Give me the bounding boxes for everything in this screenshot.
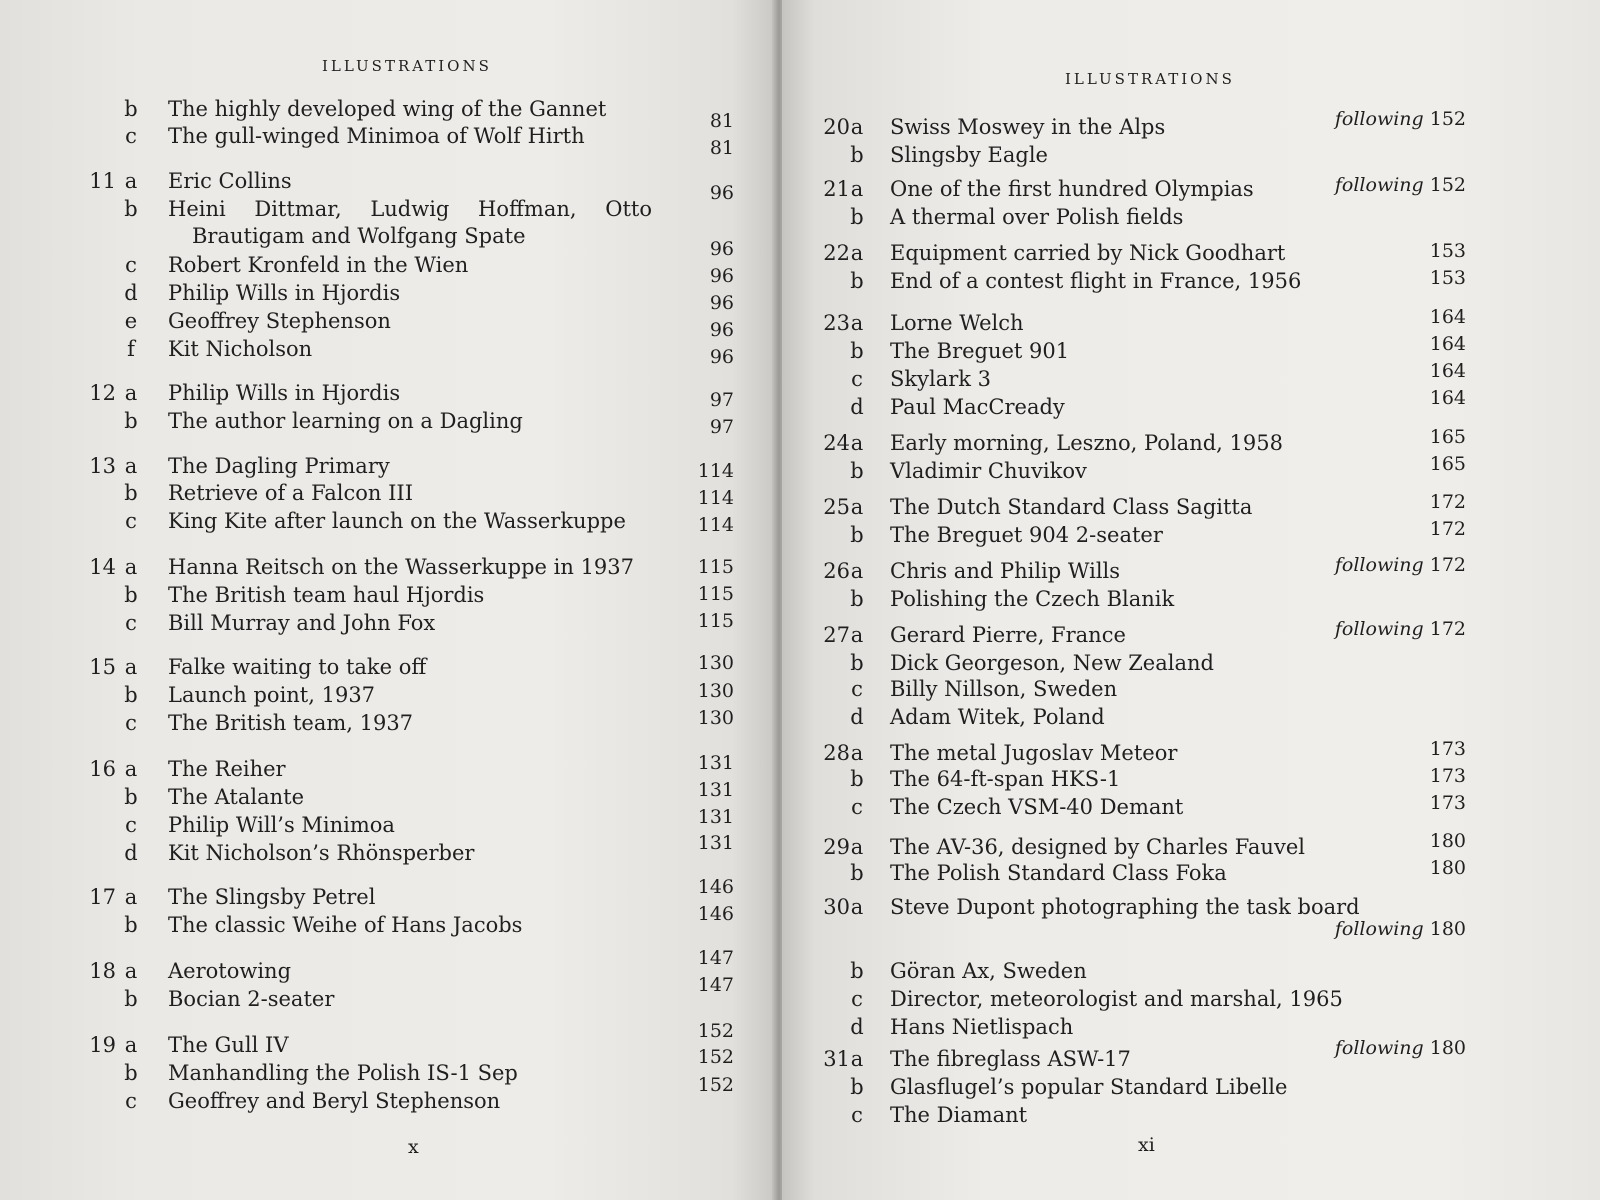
plate-number: 31	[823, 1047, 850, 1071]
page-reference	[1236, 792, 1466, 814]
plate-letter: d	[850, 395, 864, 419]
plate-caption: The British team, 1937	[168, 711, 414, 735]
page-number-ref: 147	[697, 947, 734, 969]
page-number-ref: 96	[709, 346, 734, 368]
plate-letter: b	[850, 339, 864, 363]
plate-letter: a	[850, 835, 864, 859]
page-number-ref: 114	[697, 460, 734, 482]
page-number-ref: 96	[709, 265, 734, 287]
right-page-number: xi	[1138, 1134, 1155, 1156]
page-number-ref: 165	[1429, 426, 1466, 448]
plate-letter: b	[850, 459, 864, 483]
plate-caption: The Slingsby Petrel	[168, 885, 376, 909]
page-reference	[1236, 426, 1466, 448]
page-number-ref: 114	[697, 514, 734, 536]
right-page	[782, 0, 1600, 1200]
page-reference	[1236, 830, 1466, 852]
plate-number: 30	[823, 895, 850, 919]
plate-caption: The highly developed wing of the Gannet	[168, 97, 607, 121]
plate-caption: Vladimir Chuvikov	[890, 459, 1087, 483]
following-label: following	[1334, 918, 1424, 940]
plate-caption: Billy Nillson, Sweden	[890, 677, 1118, 701]
page-number-ref: 115	[697, 583, 734, 605]
left-page-number: x	[408, 1136, 419, 1158]
page-number-ref: 131	[697, 832, 734, 854]
plate-caption: Manhandling the Polish IS-1 Sep	[168, 1061, 518, 1085]
plate-number: 23	[823, 311, 850, 335]
plate-number: 28	[823, 741, 850, 765]
page-number-ref: 96	[709, 292, 734, 314]
page-reference	[664, 110, 734, 132]
page-reference	[1236, 857, 1466, 879]
following-label: following	[1334, 174, 1424, 196]
plate-caption-line-1: Heini Dittmar, Ludwig Hoffman, Otto	[168, 197, 652, 221]
plate-letter: e	[124, 309, 138, 333]
page-reference	[1236, 518, 1466, 540]
page-reference	[1236, 918, 1466, 940]
plate-letter: b	[124, 785, 138, 809]
plate-caption: Swiss Moswey in the Alps	[890, 115, 1166, 139]
page-reference	[664, 779, 734, 801]
plate-number: 26	[823, 559, 850, 583]
following-label: following	[1334, 1037, 1424, 1059]
plate-caption: The Breguet 901	[890, 339, 1070, 363]
plate-caption: Kit Nicholson	[168, 337, 313, 361]
page-number-ref: 164	[1429, 333, 1466, 355]
plate-caption: The Dutch Standard Class Sagitta	[890, 495, 1253, 519]
page-number-ref: 152	[697, 1020, 734, 1042]
page-reference	[664, 137, 734, 159]
plate-letter: b	[124, 913, 138, 937]
plate-letter: a	[850, 177, 864, 201]
plate-letter: b	[850, 523, 864, 547]
plate-number: 22	[823, 241, 850, 265]
plate-letter: b	[124, 987, 138, 1011]
plate-letter: c	[851, 1103, 863, 1127]
plate-caption: The 64-ft-span HKS-1	[890, 767, 1121, 791]
page-reference	[664, 806, 734, 828]
plate-caption: Philip Will’s Minimoa	[168, 813, 395, 837]
page-reference	[1236, 267, 1466, 289]
left-page	[0, 0, 778, 1200]
page-number-ref: 173	[1429, 765, 1466, 787]
plate-letter: a	[124, 169, 138, 193]
page-number-ref: 172	[1429, 618, 1466, 640]
plate-letter: c	[125, 124, 137, 148]
plate-caption: The British team haul Hjordis	[168, 583, 485, 607]
page-number-ref: 164	[1429, 360, 1466, 382]
plate-caption: The Atalante	[168, 785, 305, 809]
plate-number: 11	[89, 169, 116, 193]
page-number-ref: 153	[1429, 267, 1466, 289]
plate-letter: c	[125, 611, 137, 635]
plate-letter: a	[124, 757, 138, 781]
plate-caption: End of a contest flight in France, 1956	[890, 269, 1302, 293]
plate-caption: The Diamant	[890, 1103, 1028, 1127]
plate-letter: c	[851, 987, 863, 1011]
page-reference	[664, 487, 734, 509]
plate-letter: c	[125, 813, 137, 837]
page-number-ref: 180	[1429, 918, 1466, 940]
plate-letter: a	[850, 1047, 864, 1071]
plate-caption: The Czech VSM-40 Demant	[890, 795, 1184, 819]
page-reference	[664, 416, 734, 438]
page-number-ref: 180	[1429, 1037, 1466, 1059]
plate-number: 21	[823, 177, 850, 201]
plate-caption: Dick Georgeson, New Zealand	[890, 651, 1214, 675]
page-number-ref: 146	[697, 876, 734, 898]
plate-letter: d	[850, 1015, 864, 1039]
page-number-ref: 172	[1429, 491, 1466, 513]
plate-letter: b	[850, 861, 864, 885]
plate-letter: a	[850, 241, 864, 265]
page-reference	[664, 876, 734, 898]
page-number-ref: 131	[697, 779, 734, 801]
plate-caption	[168, 196, 673, 250]
page-reference	[664, 1074, 734, 1096]
left-page-header: ILLUSTRATIONS	[322, 57, 492, 75]
plate-caption: Adam Witek, Poland	[890, 705, 1105, 729]
page-reference	[1236, 306, 1466, 328]
page-reference	[1236, 240, 1466, 262]
page-reference	[664, 1020, 734, 1042]
plate-letter: b	[124, 683, 138, 707]
page-number-ref: 147	[697, 974, 734, 996]
plate-caption: The Polish Standard Class Foka	[890, 861, 1227, 885]
plate-caption: One of the first hundred Olympias	[890, 177, 1254, 201]
page-number-ref: 81	[709, 137, 734, 159]
plate-caption: The fibreglass ASW-17	[890, 1047, 1131, 1071]
plate-caption: Geoffrey and Beryl Stephenson	[168, 1089, 501, 1113]
plate-caption: Steve Dupont photographing the task board	[890, 895, 1360, 919]
plate-letter: c	[125, 1089, 137, 1113]
plate-letter: b	[850, 767, 864, 791]
page-number-ref: 152	[697, 1074, 734, 1096]
plate-number: 13	[89, 454, 116, 478]
plate-letter: c	[851, 367, 863, 391]
page-reference	[664, 292, 734, 314]
plate-letter: a	[850, 115, 864, 139]
page-reference	[664, 346, 734, 368]
plate-letter: a	[124, 655, 138, 679]
plate-letter: b	[850, 205, 864, 229]
plate-caption: Polishing the Czech Blanik	[890, 587, 1175, 611]
page-reference	[1236, 554, 1466, 576]
page-number-ref: 115	[697, 610, 734, 632]
plate-caption: The AV-36, designed by Charles Fauvel	[890, 835, 1305, 859]
plate-letter: b	[124, 481, 138, 505]
page-reference	[1236, 387, 1466, 409]
plate-caption: Early morning, Leszno, Poland, 1958	[890, 431, 1283, 455]
following-label: following	[1334, 108, 1424, 130]
plate-caption: Eric Collins	[168, 169, 292, 193]
plate-caption: The gull-winged Minimoa of Wolf Hirth	[168, 124, 585, 148]
plate-caption: Kit Nicholson’s Rhönsperber	[168, 841, 475, 865]
plate-caption: Slingsby Eagle	[890, 143, 1048, 167]
page-number-ref: 130	[697, 707, 734, 729]
plate-letter: a	[850, 559, 864, 583]
plate-caption: Falke waiting to take off	[168, 655, 427, 679]
page-number-ref: 165	[1429, 453, 1466, 475]
plate-caption: Göran Ax, Sweden	[890, 959, 1087, 983]
plate-number: 27	[823, 623, 850, 647]
page-number-ref: 131	[697, 752, 734, 774]
plate-caption: The Reiher	[168, 757, 286, 781]
page-reference	[664, 182, 734, 204]
plate-letter: a	[124, 1033, 138, 1057]
page-reference	[664, 652, 734, 674]
plate-number: 14	[89, 555, 116, 579]
plate-caption: Glasflugel’s popular Standard Libelle	[890, 1075, 1288, 1099]
plate-caption: Bocian 2-seater	[168, 987, 335, 1011]
plate-letter: a	[850, 741, 864, 765]
page-number-ref: 152	[697, 1046, 734, 1068]
following-label: following	[1334, 554, 1424, 576]
page-number-ref: 164	[1429, 387, 1466, 409]
plate-number: 25	[823, 495, 850, 519]
plate-caption: Launch point, 1937	[168, 683, 376, 707]
plate-letter: b	[124, 97, 138, 121]
plate-number: 18	[89, 959, 116, 983]
page-number-ref: 115	[697, 556, 734, 578]
plate-letter: a	[124, 555, 138, 579]
plate-caption: The author learning on a Dagling	[168, 409, 523, 433]
plate-number: 12	[89, 381, 116, 405]
page-reference	[664, 265, 734, 287]
plate-letter: b	[124, 583, 138, 607]
plate-caption: Director, meteorologist and marshal, 1965	[890, 987, 1343, 1011]
page-reference	[664, 583, 734, 605]
plate-caption: Geoffrey Stephenson	[168, 309, 391, 333]
plate-caption: Chris and Philip Wills	[890, 559, 1121, 583]
plate-number: 17	[89, 885, 116, 909]
plate-letter: d	[124, 841, 138, 865]
plate-letter: b	[850, 269, 864, 293]
plate-letter: b	[850, 1075, 864, 1099]
plate-letter: c	[125, 711, 137, 735]
plate-caption: King Kite after launch on the Wasserkuppe	[168, 509, 626, 533]
plate-letter: a	[124, 959, 138, 983]
plate-caption: The Dagling Primary	[168, 454, 390, 478]
page-number-ref: 164	[1429, 306, 1466, 328]
plate-caption: The Breguet 904 2-seater	[890, 523, 1163, 547]
page-reference	[664, 707, 734, 729]
page-number-ref: 130	[697, 680, 734, 702]
plate-letter: b	[850, 959, 864, 983]
page-reference	[664, 610, 734, 632]
plate-caption: A thermal over Polish fields	[890, 205, 1184, 229]
plate-letter: b	[850, 587, 864, 611]
right-page-header: ILLUSTRATIONS	[1065, 70, 1235, 88]
plate-caption: Robert Kronfeld in the Wien	[168, 253, 469, 277]
page-number-ref: 96	[709, 238, 734, 260]
page-reference	[1236, 491, 1466, 513]
plate-letter: b	[124, 1061, 138, 1085]
plate-caption: Aerotowing	[168, 959, 292, 983]
plate-caption: The Gull IV	[168, 1033, 289, 1057]
plate-letter: d	[124, 281, 138, 305]
plate-letter: a	[850, 311, 864, 335]
page-reference	[664, 460, 734, 482]
plate-caption: Philip Wills in Hjordis	[168, 381, 401, 405]
plate-caption: Hans Nietlispach	[890, 1015, 1074, 1039]
plate-letter: a	[850, 895, 864, 919]
plate-letter: c	[851, 795, 863, 819]
page-reference	[664, 556, 734, 578]
plate-number: 20	[823, 115, 850, 139]
following-label: following	[1334, 618, 1424, 640]
plate-number: 24	[823, 431, 850, 455]
page-reference	[664, 389, 734, 411]
page-number-ref: 172	[1429, 554, 1466, 576]
plate-letter: f	[127, 337, 135, 361]
page-number-ref: 146	[697, 903, 734, 925]
plate-letter: d	[850, 705, 864, 729]
plate-caption: Equipment carried by Nick Goodhart	[890, 241, 1286, 265]
plate-caption: Paul MacCready	[890, 395, 1065, 419]
page-reference	[664, 238, 734, 260]
plate-caption: Retrieve of a Falcon III	[168, 481, 413, 505]
page-number-ref: 114	[697, 487, 734, 509]
page-number-ref: 173	[1429, 792, 1466, 814]
page-reference	[1236, 1037, 1466, 1059]
page-number-ref: 153	[1429, 240, 1466, 262]
page-reference	[1236, 738, 1466, 760]
plate-caption: Skylark 3	[890, 367, 992, 391]
page-number-ref: 180	[1429, 857, 1466, 879]
plate-letter: a	[850, 495, 864, 519]
page-number-ref: 180	[1429, 830, 1466, 852]
plate-letter: a	[850, 623, 864, 647]
plate-caption: Gerard Pierre, France	[890, 623, 1126, 647]
plate-caption: The classic Weihe of Hans Jacobs	[168, 913, 523, 937]
page-reference	[1236, 453, 1466, 475]
plate-letter: c	[851, 677, 863, 701]
plate-caption: The metal Jugoslav Meteor	[890, 741, 1178, 765]
page-reference	[1236, 360, 1466, 382]
plate-number: 16	[89, 757, 116, 781]
page-number-ref: 131	[697, 806, 734, 828]
page-reference	[664, 832, 734, 854]
plate-caption-line-2: Brautigam and Wolfgang Spate	[192, 224, 526, 248]
page-number-ref: 96	[709, 319, 734, 341]
plate-caption: Philip Wills in Hjordis	[168, 281, 401, 305]
page-reference	[1236, 618, 1466, 640]
plate-letter: b	[850, 651, 864, 675]
page-reference	[1236, 108, 1466, 130]
page-reference	[1236, 765, 1466, 787]
page-reference	[664, 514, 734, 536]
plate-number: 19	[89, 1033, 116, 1057]
plate-letter: c	[125, 509, 137, 533]
page-reference	[664, 947, 734, 969]
page-reference	[664, 680, 734, 702]
plate-letter: a	[124, 454, 138, 478]
page-reference	[664, 752, 734, 774]
page-number-ref: 173	[1429, 738, 1466, 760]
page-reference	[664, 1046, 734, 1068]
plate-letter: b	[124, 197, 138, 221]
page-number-ref: 152	[1429, 108, 1466, 130]
plate-caption: Hanna Reitsch on the Wasserkuppe in 1937	[168, 555, 635, 579]
page-number-ref: 130	[697, 652, 734, 674]
page-number-ref: 152	[1429, 174, 1466, 196]
plate-letter: b	[124, 409, 138, 433]
page-number-ref: 97	[709, 416, 734, 438]
plate-caption: Bill Murray and John Fox	[168, 611, 436, 635]
plate-number: 15	[89, 655, 116, 679]
page-number-ref: 81	[709, 110, 734, 132]
page-number-ref: 97	[709, 389, 734, 411]
page-number-ref: 172	[1429, 518, 1466, 540]
page-reference	[664, 319, 734, 341]
plate-letter: a	[124, 885, 138, 909]
page-number-ref: 96	[709, 182, 734, 204]
plate-caption: Lorne Welch	[890, 311, 1024, 335]
plate-letter: b	[850, 143, 864, 167]
page-reference	[664, 974, 734, 996]
page-reference	[1236, 174, 1466, 196]
page-reference	[664, 903, 734, 925]
plate-letter: c	[125, 253, 137, 277]
plate-number: 29	[823, 835, 850, 859]
page-reference	[1236, 333, 1466, 355]
plate-letter: a	[124, 381, 138, 405]
plate-letter: a	[850, 431, 864, 455]
